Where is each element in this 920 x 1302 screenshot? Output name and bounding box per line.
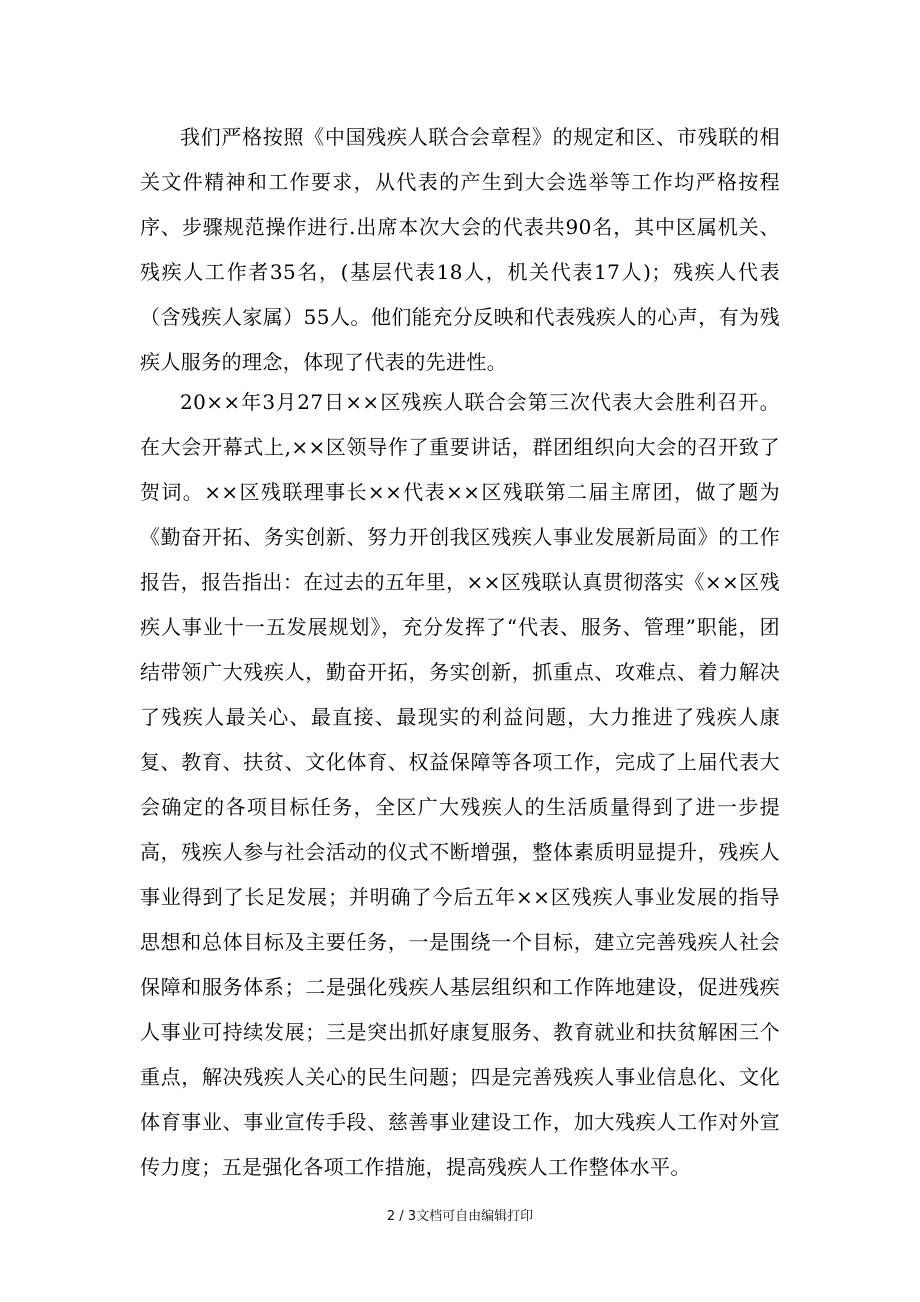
body-paragraph-1: 我们严格按照《中国残疾人联合会章程》的规定和区、市残联的相关文件精神和工作要求，从代表的产生到大会选举等工作均严格按程序、步骤规范操作进行.出席本次大会的代表共90名，其中区属机关、残疾人工作者35名，(基层代表18人，机关代表17人)；残疾人代表（含残疾人家属）55人。他们能充分反映和代表残疾人的心声，有为残疾人服务的理念，体现了代表的先进性。 — [140, 125, 780, 374]
page-footer: 2 / 3文档可自由编辑打印 — [386, 1209, 534, 1224]
body-paragraph-2: 20××年3月27日××区残疾人联合会第三次代表大会胜利召开。在大会开幕式上,××区领导作了重要讲话，群团组织向大会的召开致了贺词。××区残联理事长××代表××区残联第二届主席团，做了题为《勤奋开拓、务实创新、努力开创我区残疾人事业发展新局面》的工作报告，报告指出：在过去的五年里，××区残联认真贯彻落实《××区残疾人事业十一五发展规划》，充分发挥了“代表、服务、管理”职能，团结带领广大残疾人，勤奋开拓，务实创新，抓重点、攻难点、着力解决了残疾人最关心、最直接、最现实的利益问题，大力推进了残疾人康复、教育、扶贫、文化体育、权益保障等各项工作，完成了上届代表大会确定的各项目标任务，全区广大残疾人的生活质量得到了进一步提高，残疾人参与社会活动的仪式不断增强，整体素质明显提升，残疾人事业得到了长足发展；并明确了今后五年××区残疾人事业发展的指导思想和总体目标及主要任务，一是围绕一个目标，建立完善残疾人社会保障和服务体系；二是强化残疾人基层组织和工作阵地建设，促进残疾人事业可持续发展；三是突出抓好康复服务、教育就业和扶贫解困三个重点，解决残疾人关心的民生问题；四是完善残疾人事业信息化、文化体育事业、事业宣传手段、慈善事业建设工作，加大残疾人工作对外宣传力度；五是强化各项工作措施，提高残疾人工作整体水平。 — [140, 390, 780, 1179]
